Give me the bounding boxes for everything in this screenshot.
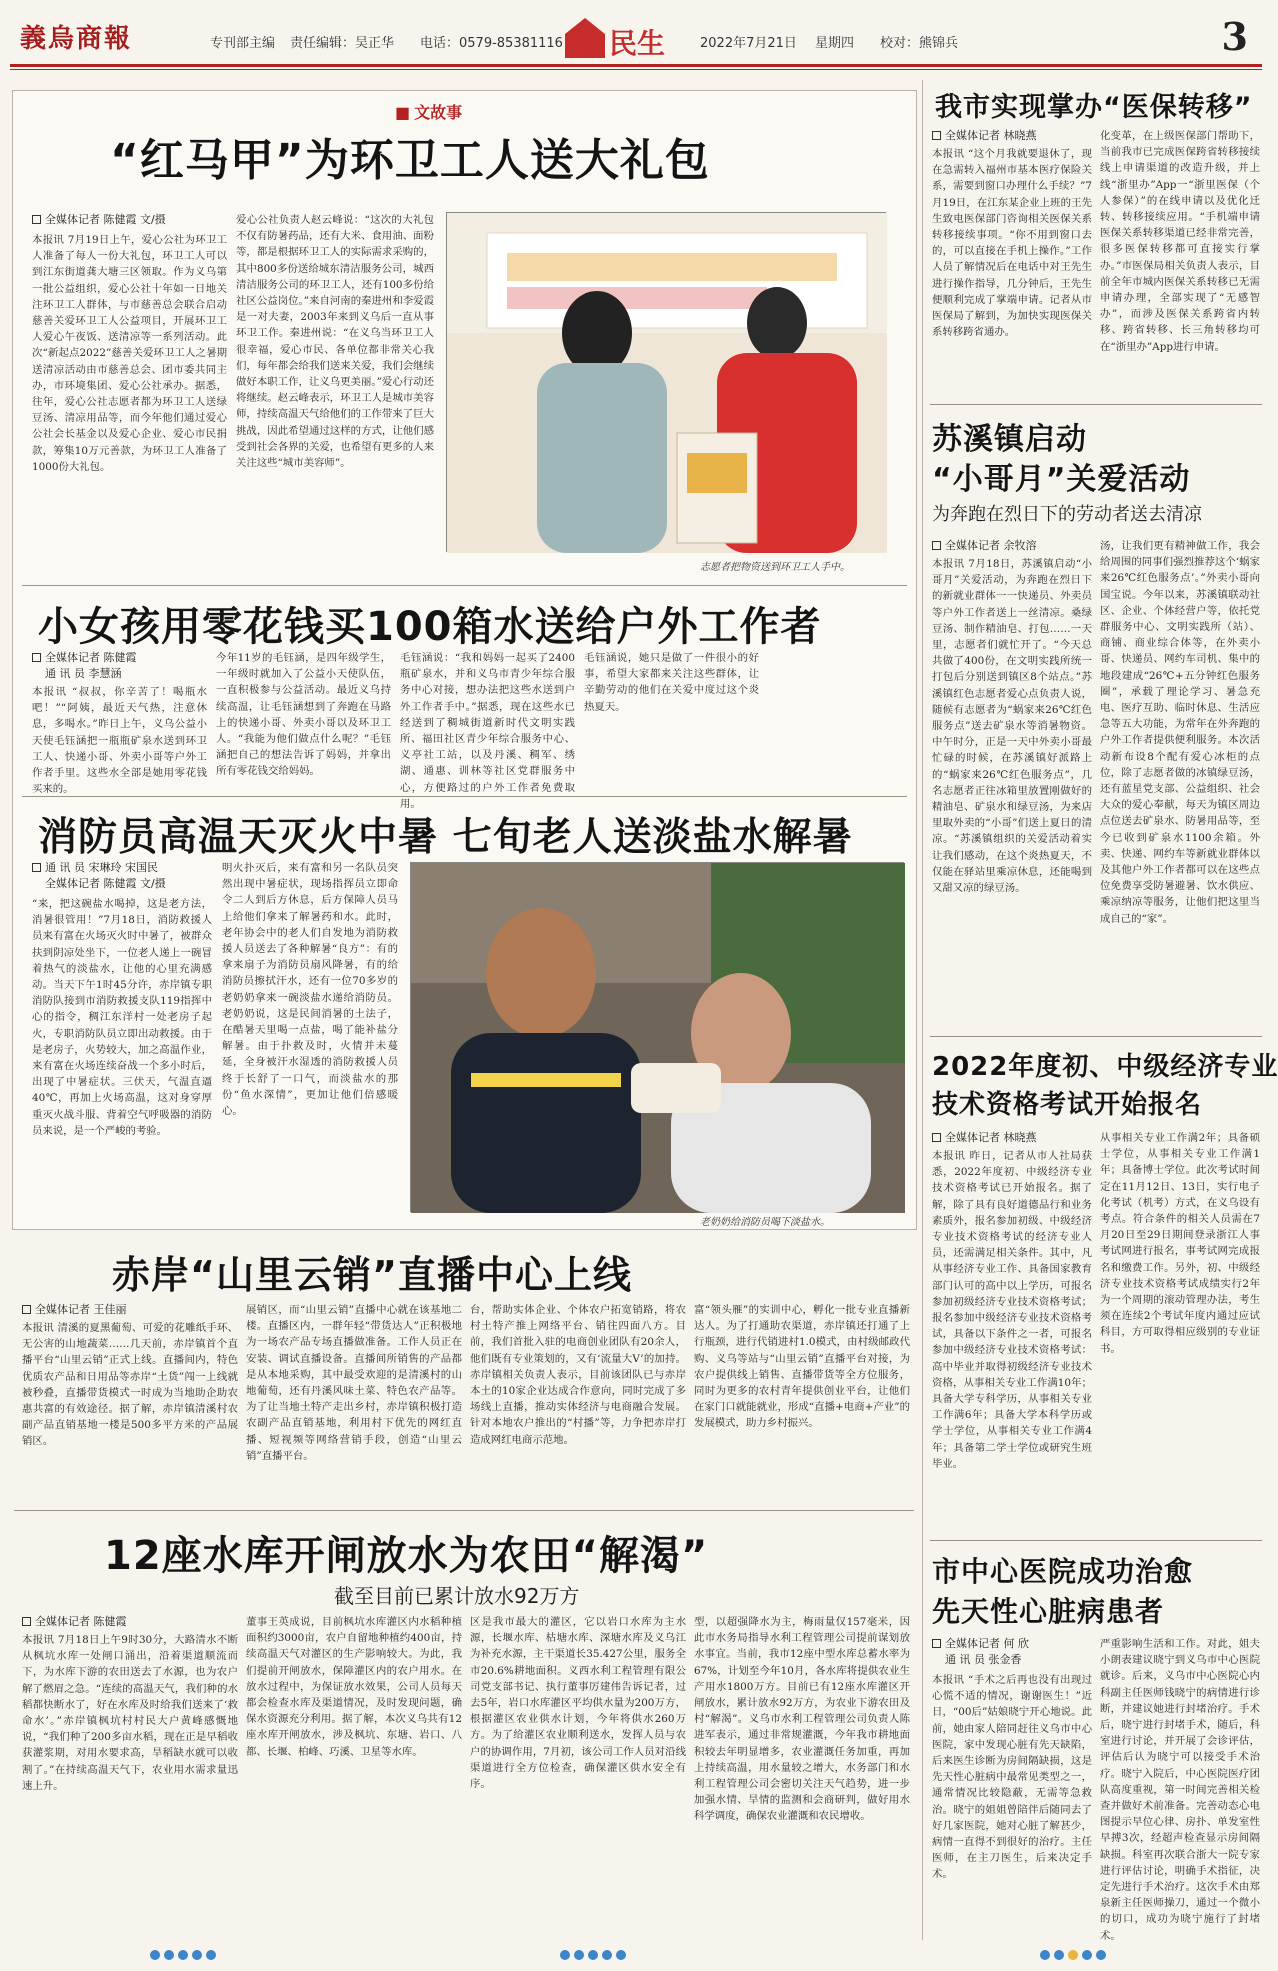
divider [22, 796, 907, 797]
dot-icon [1040, 1950, 1050, 1960]
article-byline: 全媒体记者 陈健霞 文/摄 [45, 877, 166, 890]
square-icon [932, 1133, 941, 1142]
footer-dots [560, 1950, 626, 1964]
issue-weekday: 星期四 [815, 36, 855, 51]
article-body: 今年11岁的毛钰涵，是四年级学生，一年级时就加入了公益小天使队伍，一直积极参与公益活动。最近义乌持续高温，让毛钰涵想到了奔跑在马路上的快递小哥、外卖小哥以及环卫工人。“我能为他们做点什么呢？”毛钰涵把自己的想法告诉了妈妈，并拿出所有零花钱交给妈妈。 [216, 652, 391, 778]
article-body: 型，以超强降水为主，梅雨量仅157毫米，因此市水务局指导水利工程管理公司提前谋划放水事宜。当前，我市12座中型水库总蓄水率为67%，计划至今年10月，各水库将提供农业生产用水1800万方。目前已有12座水库灌区开闸放水，累计放水92万方，为农业下游农田及村“解渴”。义乌市水利工程管理公司负责人陈进军表示，通过非常规灌溉，今年我市耕地面积较去年明显增多，农业灌溉任务加重，再加上持续高温，用水量较之增大，水务部门和水利工程管理公司会密切关注天气趋势，进一步加强水情、旱情的监测和会商研判，做好用水科学调度，确保农业灌溉和农民增收。 [694, 1616, 910, 1823]
dot-icon [1068, 1950, 1078, 1960]
article-body: 区是我市最大的灌区，它以岩口水库为主水源，长堰水库、枯塘水库、深塘水库及义乌江为补充水源，主干渠道长35.427公里，服务全市20.6%耕地面积。义西水利工程管理有限公司党支部书记、执行董事厉建伟告诉记者，过去5年，岩口水库灌区平均供水量为200万方，根据灌区农业供水计划，今年将供水260万方。为了给灌区农业顺利送水，发挥人员与农户的协调作用，7月初，该公司工作人员对沿线渠道进行全方位检查，确保灌区供水安全有序。 [470, 1616, 686, 1791]
square-icon [32, 653, 41, 662]
article-body: 台，帮助实体企业、个体农户拓宽销路，将农村土特产推上网络平台、销往四面八方。目前，我们首批入驻的电商创业团队有20余人，他们既有专业策划的，又有‘流量大V’的加持。赤岸镇相关负责人表示，目前该团队已与赤岸本土的10家企业达成合作意向，同时完成了多场线上直播，推动实体经济与电商融合发展。针对本地农户推出的“村播”等，力争把赤岸打造成网红电商示范地。 [470, 1304, 686, 1446]
article-body: 本报讯 “叔叔，你辛苦了！喝瓶水吧！”“阿姨，最近天气热，注意休息，多喝水。”昨日上午，义乌公益小天使毛钰涵把一瓶瓶矿泉水送到环卫工人、快递小哥、外卖小哥等户外工作者手里。这些水全部是她用零花钱买来的。 [32, 686, 207, 796]
duty-editor: 责任编辑：吴正华 [290, 36, 395, 51]
newspaper-logo: 義烏商報 [20, 24, 133, 54]
photo-caption: 志愿者把物资送到环卫工人手中。 [700, 562, 850, 573]
article-body: 从事相关专业工作满2年；具备硕士学位，从事相关专业工作满1年；具备博士学位。此次考试时间定在11月12日、13日，实行电子化考试（机考）方式，在义乌设有考点。符合条件的相关人员需在7月20日至29日期间登录浙江人事考试网进行报名，事考试网完成报名和缴费工作。另外，初、中级经济专业技术资格考试成绩实行2年为一个周期的滚动管理办法，考生须在连续2个考试年度内通过应试科目，方可取得相应级别的专业证书。 [1100, 1132, 1260, 1355]
article-title: 市中心医院成功治愈 [932, 1555, 1194, 1588]
article-title: “小哥月”关爱活动 [932, 462, 1191, 497]
article-byline: 通 讯 员 张金香 [945, 1653, 1022, 1666]
article-byline: 全媒体记者 何 欣 [932, 1636, 1029, 1652]
article-title: 小女孩用零花钱买100箱水送给户外工作者 [38, 604, 822, 650]
article-title: 苏溪镇启动 [932, 422, 1087, 457]
article-byline: 全媒体记者 王佳丽 [22, 1302, 127, 1318]
article-title: “红马甲”为环卫工人送大礼包 [110, 135, 710, 186]
dot-icon [192, 1950, 202, 1960]
photo-illustration [411, 863, 905, 1213]
article-byline: 全媒体记者 林晓燕 [932, 1130, 1037, 1146]
dot-icon [560, 1950, 570, 1960]
article-body: “来，把这碗盐水喝掉，这是老方法，消暑很管用！”7月18日，消防救援人员来有富在火场灭火时中暑了，被群众扶到阴凉处坐下，一位老人递上一碗冒着热气的淡盐水，让他的心里充满感动。当天下午1时45分许，赤岸镇专职消防队接到市消防救援支队119指挥中心的指令，稠江东洋村一处老房子起火，专职消防队员立即出动救援。由于是老房子，火势较大，加之高温作业，来有富在火场连续奋战一个多小时后，出现了中暑症状。三伏天，气温直逼40℃，再加上火场高温，这对身穿厚重灭火战斗服、背着空气呼吸器的消防员来说，是一个严峻的考验。 [32, 898, 212, 1137]
article-body: 毛钰涵说，她只是做了一件很小的好事，希望大家都来关注这些群体，让辛勤劳动的他们在关爱中度过这个炎热夏天。 [584, 652, 759, 713]
dot-icon [1082, 1950, 1092, 1960]
header-rule-thin [10, 69, 1262, 70]
article-byline: 通 讯 员 宋琳玲 宋国民 [32, 860, 158, 876]
square-icon [22, 1617, 31, 1626]
article-body: 明火扑灭后，来有富和另一名队员突然出现中暑症状，现场指挥员立即命令二人到后方休息，后方保障人员马上给他们拿来了解暑药和水。此时，老年协会中的老人们自发地为消防救援人员送去了各种解暑“良方”：有的拿来扇子为消防员扇风降暑，有的给消防员擦拭汗水，还有一位70多岁的老奶奶拿来一碗淡盐水递给消防员。老奶奶说，这是民间消暑的土法子，在酷暑天里喝一点盐，喝了能补盐分解暑。由于扑救及时，火情并未蔓延，全身被汗水湿透的消防救援人员终于长舒了一口气，而淡盐水的那份“鱼水深情”，更加让他们倍感暖心。 [222, 862, 398, 1118]
column-rule [922, 80, 923, 1940]
article-title: 先天性心脏病患者 [932, 1595, 1165, 1628]
square-icon [932, 541, 941, 550]
article-byline: 全媒体记者 陈健霞 [22, 1614, 127, 1630]
page-number: 3 [1221, 14, 1248, 59]
article-body: 本报讯 清溪的夏黑葡萄、可爱的花雕纸手环、无公害的山地蔬菜……几天前，赤岸镇首个直播平台“山里云销”正式上线。直播间内，特色优质农产品和日用品等赤岸“土货”闯一上线就被秒叠，直播带货模式一时成为当地助企助农惠共富的有效途径。据了解，赤岸镇清溪村农副产品直销基地一楼是500多平方米的产品展销区。 [22, 1322, 238, 1448]
house-icon [565, 18, 605, 58]
editor-label: 专刊部主编 [210, 36, 276, 51]
article-title: 赤岸“山里云销”直播中心上线 [112, 1253, 632, 1297]
article-body: 董事王英成说，目前枫坑水库灌区内水稻种植面积约3000亩，农户自留地种植约400亩，持续高温天气对灌区的生产影响较大。为此，我们提前开闸放水，保障灌区内的农户用水。在放水过程中，为保证放水效果，公司人员每天都会检查水库及渠道情况，及时发现问题，确保水资源充分利用。据了解，本次义乌共有12座水库开闸放水，涉及枫坑、东塘、岩口、八都、长堰、柏峰、巧溪、卫星等水库。 [246, 1616, 462, 1758]
divider [930, 1540, 1262, 1541]
article-body: 本报讯 “这个月我就要退休了，现在急需转入福州市基本医疗保险关系，需要到窗口办理什么手续？”7月19日，在江东某企业上班的王先生致电医保部门咨询相关医保关系转移接续事项。“你不用到窗口去的，可以直接在手机上操作。”工作人员了解情况后在电话中对王先生进行操作指导，几分钟后，王先生便顺利完成了掌端申请。记者从市医保局了解到，为加快实现医保关系转移跨省通办。 [932, 148, 1092, 339]
square-icon [932, 131, 941, 140]
section-badge [565, 18, 681, 58]
dot-icon [602, 1950, 612, 1960]
article-subtitle: 为奔跑在烈日下的劳动者送去清凉 [932, 504, 1202, 525]
footer-dots [150, 1950, 216, 1964]
photo-volunteers [446, 212, 886, 552]
article-body: 本报讯 “手术之后再也没有出现过心慌不适的情况，谢谢医生！”近日，“00后”姑娘晓宁开心地说。此前，她由家人陪同赶往义乌市中心医院，家中发现心脏有先天缺陷，后来医生诊断为房间隔缺损，这是先天性心脏病中最常见类型之一，通常情况比较隐蔽，无需等急救治。晓宁的姐姐曾陪伴后随同去了好几家医院，她对心脏了解甚少，病情一直得不到很好的治疗。主任医师，在主刀医生，后来决定手术。 [932, 1674, 1092, 1881]
square-icon [932, 1639, 941, 1648]
dot-icon [588, 1950, 598, 1960]
photo-caption: 老奶奶给消防员喝下淡盐水。 [700, 1217, 830, 1228]
dot-icon [206, 1950, 216, 1960]
dot-icon [164, 1950, 174, 1960]
dot-icon [616, 1950, 626, 1960]
dot-icon [574, 1950, 584, 1960]
article-body: 本报讯 7月18日上午9时30分，大路清水不断从枫坑水库一处闸口涌出，沿着渠道顺流而下，为水库下游的农田送去了水源，也为农户解了燃眉之急。“连续的高温天气，我们种的水稻都快断水了，好在水库及时给我们送来了‘救命水’。”赤岸镇枫坑村村民大户黄峰感慨地说，“我们种了200多亩水稻，现在正是早稻收获灌浆期，对用水要求高，旱稻缺水就可以收割了。”在持续高温天气下，农业用水需求量迅速上升。 [22, 1634, 238, 1792]
divider [930, 1036, 1262, 1037]
article-title: 2022年度初、中级经济专业 [932, 1052, 1278, 1082]
article-byline: 全媒体记者 余牧溶 [932, 538, 1037, 554]
article-body: 汤，让我们更有精神做工作，我会给周围的同事们强烈推荐这个‘蜗家来26℃红色服务点’。”外卖小哥向国宝说。今年以来，苏溪镇联动社区、企业、个体经营户等，依托党群服务中心、文明实践所（站）、商铺、商业综合体等，在外卖小哥、快递员、网约车司机、集中的地段建成“26℃+五分钟红色服务圈”，承载了理论学习、暑急充电、医疗互助、临时休息、生活应急等五大功能，为常年在外奔跑的户外工作者提供便利服务。本次活动新布设8个配有爱心冰柜的点位，除了志愿者做的冰镇绿豆汤，还有蓝星党支部、公益组织、社会大众的爱心奉献，每天为镇区周边点位送去矿泉水、防暑用品等，至今已收到矿泉水1100余箱。外卖、快递、网约车等新就业群体以及其他户外工作者都可以在这些点位免费享受防暑避暑、饮水供应、乘凉纳凉等服务，让他们把这里当成自己的“家”。 [1100, 540, 1260, 925]
article-body: 毛钰涵说：“我和妈妈一起买了2400瓶矿泉水，并和义乌市青少年综合服务中心对接，想办法把这些水送到户外工作者手中。”据悉，现在这些水已经送到了稠城街道新时代文明实践所、福田社区青少年综合服务中心、义亭社工站，以及丹溪、稠军、绣湖、通惠、训林等社区党群服务中心，方便路过的户外工作者免费取用。 [400, 652, 575, 810]
article-body: 爱心公社负责人赵云峰说：“这次的大礼包不仅有防暑药品，还有大米、食用油、面粉等，都是根据环卫工人的实际需求采购的，其中800多份送给城东清洁服务公司，城西清洁服务公司的环卫工人，还有100多份给社区公益岗位。”来自河南的秦进州和李爱霞是一对夫妻，2003年来到义乌后一直从事环卫工作。秦进州说：“在义乌当环卫工人很幸福，爱心市民、各单位都非常关心我们，每年都会给我们送来关爱，我们会继续做好本职工作，让义乌更美丽。”爱心行动还将继续。赵云峰表示，环卫工人是城市美容师，持续高温天气给他们的工作带来了巨大挑战，因此希望通过这样的方式，让他们感受到社会各界的关爱，也希望有更多的人来关注这些“城市美容师”。 [236, 214, 434, 470]
article-byline: 全媒体记者 林晓燕 [932, 128, 1037, 144]
article-title: 消防员高温天灭火中暑 七旬老人送淡盐水解暑 [38, 815, 853, 860]
square-icon [32, 863, 41, 872]
article-body: 本报讯 7月18日，苏溪镇启动“小哥月”关爱活动，为奔跑在烈日下的新就业群体一一快递员、外卖员等户外工作者送上一丝清凉。桑绿豆汤、制作精油皂、打包……一天里，志愿者们就忙开了。“今天总共做了400份，在文明实践所统一打包后分别送到镇区8个站点。”苏溪镇红色志愿者爱心点负责人说，随候有志愿者为“蜗家来26℃红色服务点”送去矿泉水等消暑物资。中午时分，正是一天中外卖小哥最忙碌的时候，在苏溪镇好派路上的“蜗家来26℃红色服务点”，几名志愿者正往冰箱里放置刚做好的精油皂、矿泉水和绿豆汤，为来店里取外卖的“小哥”们送上夏日的清凉。“苏溪镇组织的关爱活动着实让我们感动，在这个炎热夏天，不仅能在驿站里乘凉休息，还能喝到又甜又凉的绿豆汤。 [932, 558, 1092, 895]
divider [22, 585, 907, 586]
article-subtitle: 截至目前已累计放水92万方 [334, 1584, 580, 1608]
article-byline: 通 讯 员 李慧涵 [45, 667, 122, 680]
dot-icon [178, 1950, 188, 1960]
page-header [0, 0, 1272, 70]
header-rule [10, 64, 1262, 67]
article-body: 化变革，在上级医保部门帮助下，当前我市已完成医保跨省转移接续线上申请渠道的改造升级，并上线“浙里办”App一“浙里医保（个人参保）”的在线申请以及优化迁转、转移接续应用。“手机端申请医保关系转移渠道已经非常完善，很多医保转移都可直接实行掌办。”市医保局相关负责人表示，目前全年市城内医保关系转移已无需申请办理，全部实现了“无感智办”，而涉及医保关系跨省内转移、跨省转移、长三角转移均可在“浙里办”App进行申请。 [1100, 130, 1260, 353]
article-body: 本报讯 昨日，记者从市人社局获悉，2022年度初、中级经济专业技术资格考试已开始报名。据了解，除了具有良好道德品行和业务素质外，报名参加初级、中级经济专业技术资格考试的经济专业人员，还需满足相关条件。其中，凡从事经济专业工作、具备国家教育部门认可的高中以上学历，可报名参加初级经济专业技术资格考试；报名参加中级经济专业技术资格考试，具备以下条件之一者，可报名参加中级经济专业技术资格考试：高中毕业并取得初级经济专业技术资格，从事相关专业工作满10年；具备大学专科学历，从事相关专业工作满6年；具备大学本科学历或学士学位，从事相关专业工作满4年；具备第二学士学位或研究生班毕业。 [932, 1150, 1092, 1470]
divider [930, 404, 1262, 405]
proofreader: 校对：熊锦兵 [880, 36, 959, 51]
phone: 电话：0579-85381116 [420, 36, 563, 51]
article-byline: 全媒体记者 陈健霞 文/摄 [32, 212, 166, 228]
dot-icon [1096, 1950, 1106, 1960]
photo-illustration [447, 213, 887, 553]
divider [14, 1510, 914, 1511]
issue-date: 2022年7月21日 [700, 36, 797, 51]
kicker-label: ■ 文故事 [395, 100, 462, 123]
article-body: 严重影响生活和工作。对此，姐夫小朗表建议晓宁到义乌市中心医院就诊。后来，义乌市中心医院心内科副主任医师钱晓宁的病情进行诊断，并建议她进行封堵治疗。手术后，晓宁进行封堵手术，随后，科室进行讨论，并开展了会诊评估，评估后认为晓宁可以接受手术治疗。晓宁入院后，中心医院医疗团队高度重视，第一时间完善相关检查并做好术前准备。完善动态心电图提示早位心律、房扑、单发室性早搏3次，经超声检查显示房间隔缺损。科室再次联合浙大一院专家进行评估讨论，明确手术指征，决定先进行手术治疗。这次手术由郑泉新主任医师操刀，通过一个微小的切口，成功为晓宁施行了封堵术。 [1100, 1638, 1260, 1942]
article-title: 我市实现掌办“医保转移” [935, 92, 1253, 123]
article-byline: 全媒体记者 陈健霞 [32, 650, 137, 666]
dot-icon [1054, 1950, 1064, 1960]
dot-icon [150, 1950, 160, 1960]
article-title: 技术资格考试开始报名 [932, 1090, 1203, 1120]
article-title: 12座水库开闸放水为农田“解渴” [104, 1533, 709, 1579]
article-body: 展销区，而“山里云销”直播中心就在该基地二楼。直播区内，一群年轻“带货达人”正积极地为一场农产品专场直播做准备。工作人员正在安装、调试直播设备。直播间所销售的产品都是从本地采购，其中最受欢迎的是清溪村的山地葡萄，还有丹溪风味土菜、特色农产品等。为了让当地土特产走出乡村，赤岸镇积极打造农副产品直销基地，利用村下优先的网红直播、短视频等网络营销手段，创造“山里云销”直播平台。 [246, 1304, 462, 1462]
footer-dots [1040, 1950, 1106, 1964]
square-icon [22, 1305, 31, 1314]
square-icon [32, 215, 41, 224]
article-body: 富“领头雁”的实训中心，孵化一批专业直播新达人。为了打通助农渠道，赤岸镇还打通了上行瓶颈，进行代销进村1.0模式，由村级邮政代购、义乌等站与“山里云销”直播平台对接，为农户提供线上销售、直播带货等全方位服务，同时为更多的农村青年提供创业平台，让他们在家门口就能就业，形成“直播+电商+产业”的发展模式，助力乡村振兴。 [694, 1304, 910, 1430]
article-body: 本报讯 7月19日上午，爱心公社为环卫工人准备了每人一份大礼包，环卫工人可以到江东街道龚大塘三区领取。作为义乌第一批公益组织，爱心公社十年如一日地关注环卫工人群体，与市慈善总会联合启动慈善关爱环卫工人公益项目，开展环卫工人爱心午夜饭、送清凉等一系列活动。此次“新起点2022”慈善关爱环卫工人之暑期送清凉活动由市慈善总会、团市委共同主办，市环境集团、爱心公社承办。据悉，往年，爱心公社志愿者都为环卫工人送绿豆汤、清凉用品等，而今年他们通过爱心公社会长基金以及爱心企业、爱心市民捐款，筹集10万元善款，为环卫工人准备了1000份大礼包。 [32, 234, 227, 473]
section-name: 民生 [609, 27, 666, 60]
photo-firefighter [410, 862, 904, 1212]
